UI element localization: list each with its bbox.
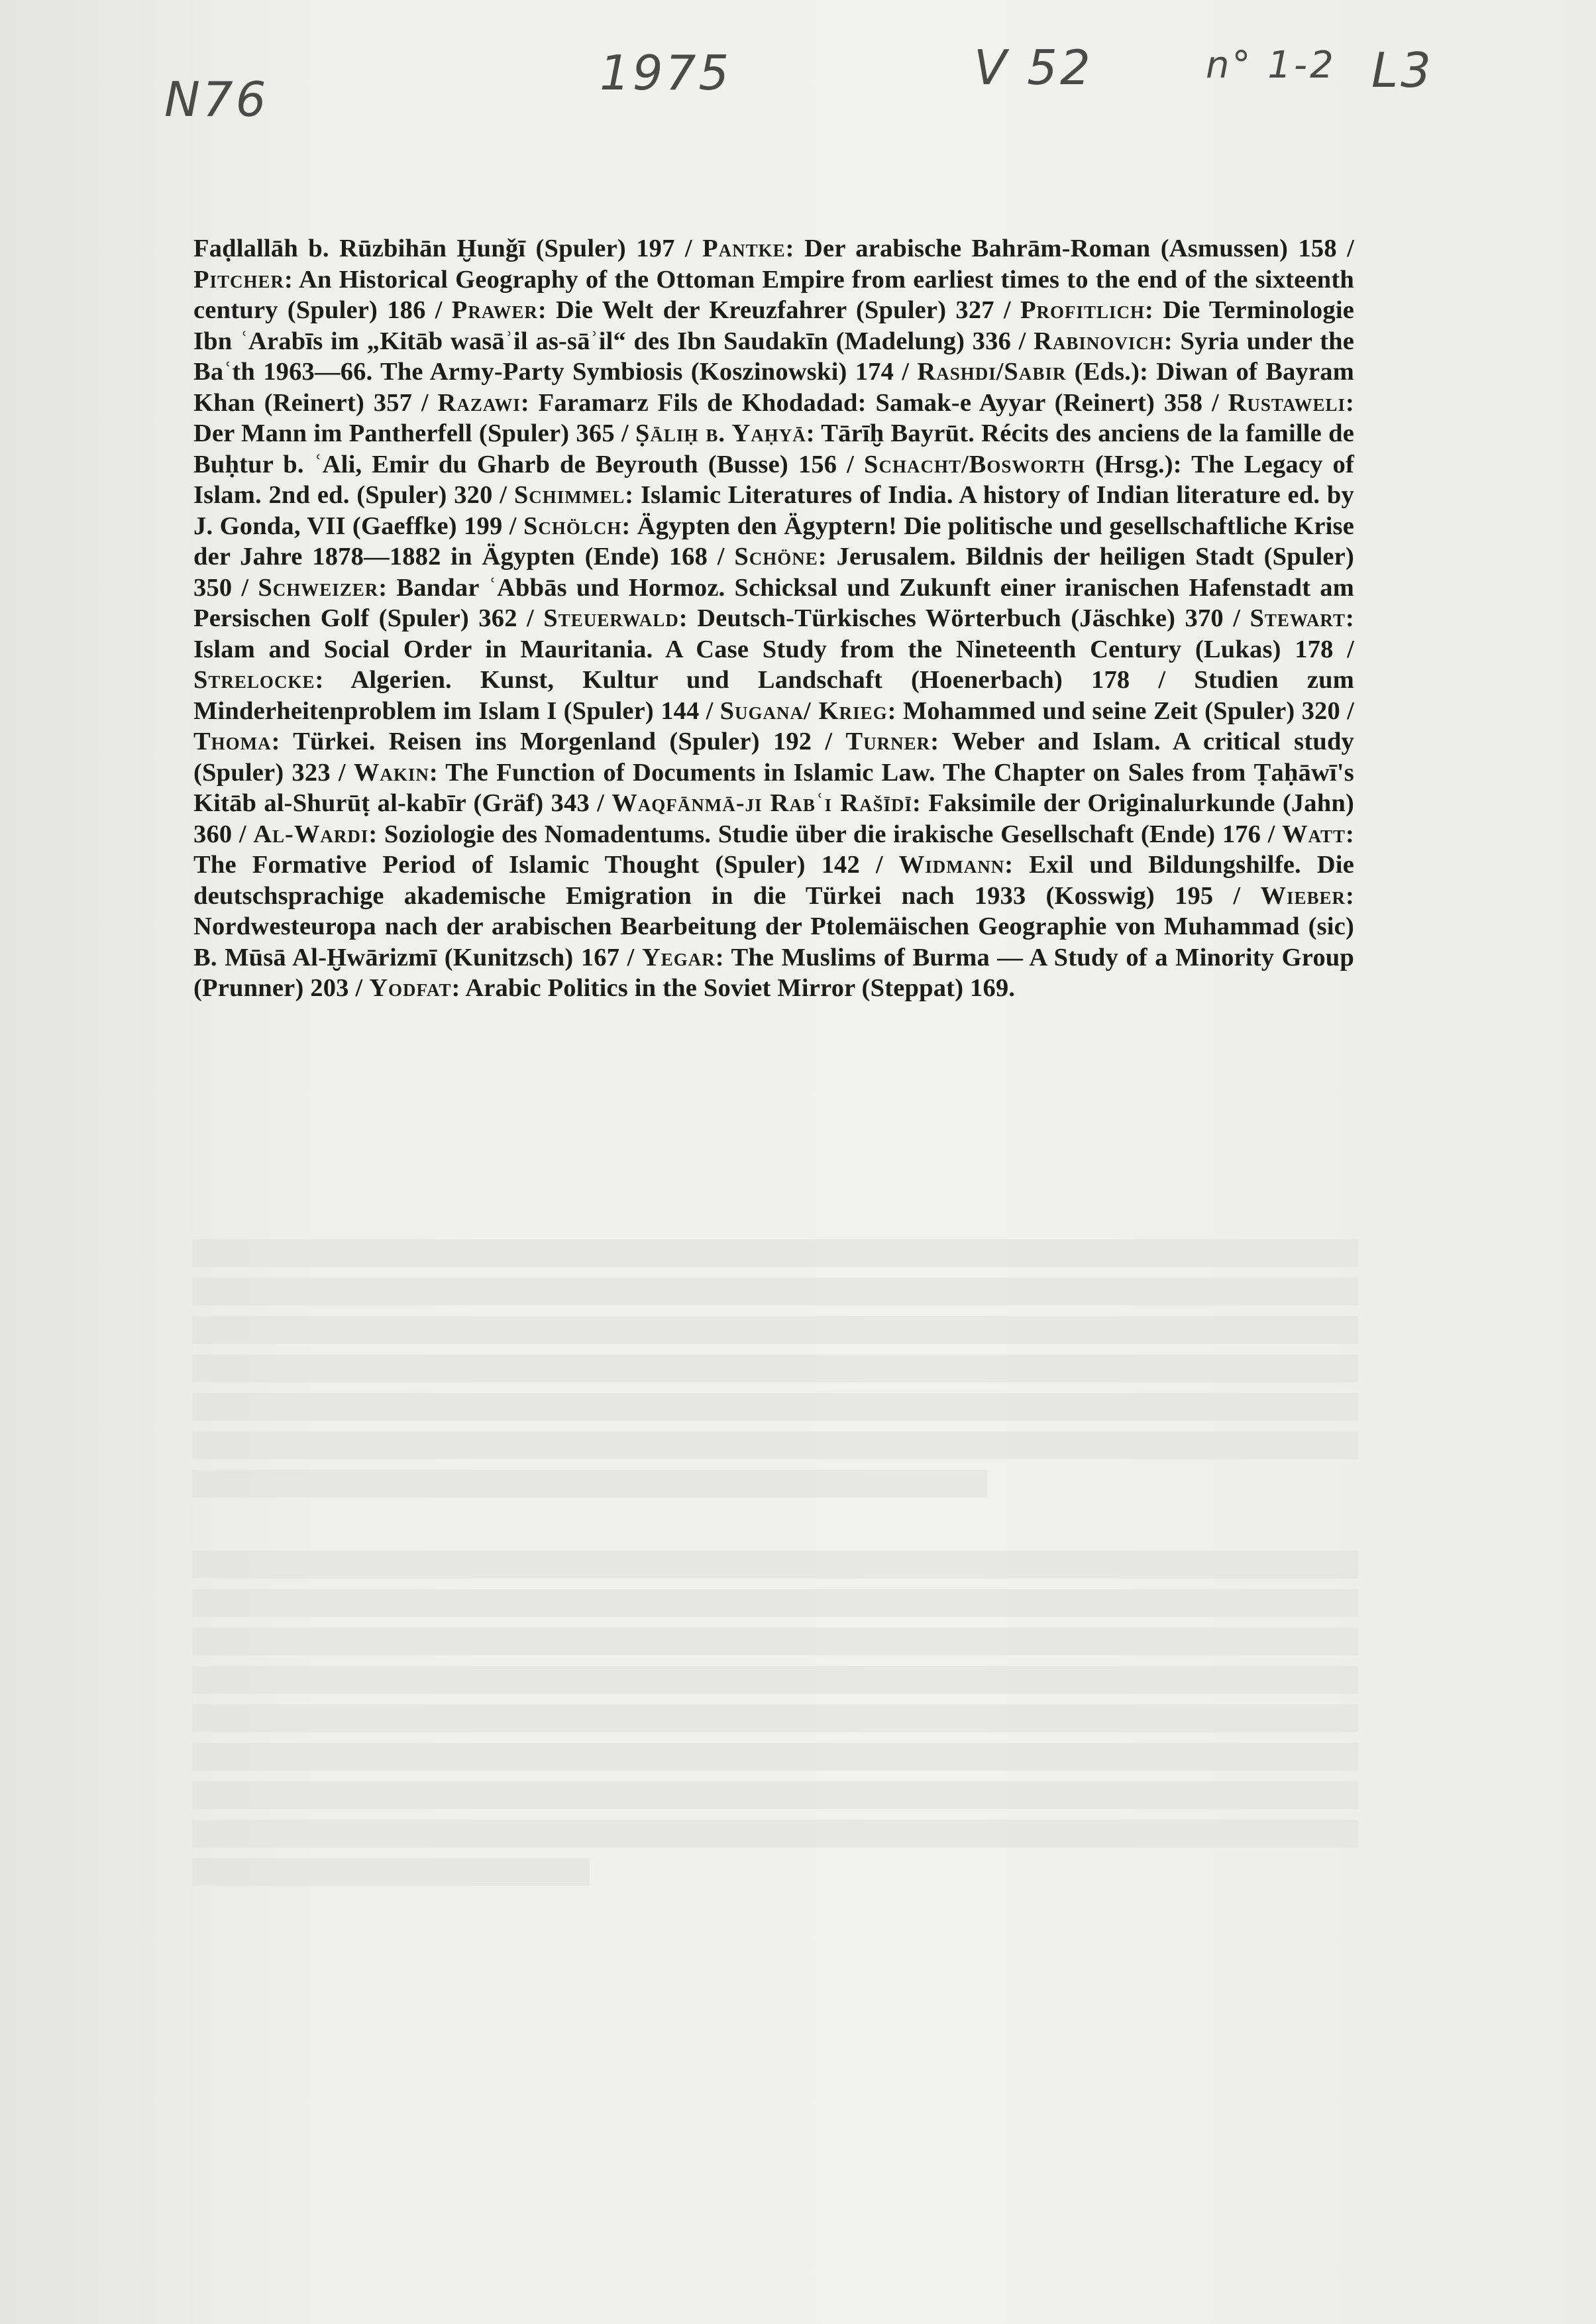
entry-text: Faḍlallāh b. Rūzbihān Ḫunǧī (Spuler) 197: [193, 235, 675, 262]
index-entry: Schöne: Jerusalem. Bildnis der heiligen Stadt (Spuler) 350: [193, 543, 1354, 602]
handwritten-mark: N76: [164, 72, 269, 127]
entry-text: Syria under the Baʿth 1963—66. The Army-Party Symbiosis (Koszinowski) 174: [193, 327, 1355, 386]
index-entries: Faḍlallāh b. Rūzbihān Ḫunǧī (Spuler) 197 / Pantke: Der arabische Bahrām-Roman (Asmussen) 158 / Pitcher: An Historical Geography of the Ottoman Empire from earliest times to the end of the sixteenth century (Spuler) 186 / Prawer: Die Welt der Kreuzfahrer (Spuler) 327 / Profitlich: Die Terminologie Ibn ʿArabīs im „Kitāb wasāʾil as-sāʾil“ des Ibn Saudakīn (Madelung) 336 / Rabinovich: Syria under the Baʿth 1963—66. The Army-Party Symbiosis (Koszinowski) 174 / Rashdi/Sabir (Eds.): Diwan of Bayram Khan (Reinert) 357 / Razawi: Faramarz Fils de Khodadad: Samak-e Ayyar (Reinert) 358 / Rustaweli: Der Mann im Pantherfell (Spuler) 365 / Ṣāliḥ b. Yaḥyā: Tārīḫ Bayrūt. Récits des anciens de la famille de Buḥtur b. ʿAli, Emir du Gharb de Beyrouth (Busse) 156 / Schacht/Bosworth (Hrsg.): The Legacy of Islam. 2nd ed. (Spuler) 320 / Schimmel: Islamic Literatures of India. A history of Indian literature ed. by J. Gonda, VII (Gaeffke) 199 / Schölch: Ägypten den Ägyptern! Die politische und gesellschaftliche Krise der Jahre 1878—1882 in Ägypten (Ende) 168 / Schöne: Jerusalem. Bildnis der heiligen Stadt (Spuler) 350 / Schweizer: Bandar ʿAbbās und Hormoz. Schicksal und Zukunft einer iranischen Hafenstadt am Persischen Golf (Spuler) 362 / Steuerwald: Deutsch-Türkisches Wörterbuch (Jäschke) 370 / Stewart: Islam and Social Order in Mauritania. A Case Study from the Nineteenth Century (Lukas) 178 / Strelocke: Algerien. Kunst, Kultur und Landschaft (Hoenerbach) 178 / Studien zum Minderheitenproblem im Islam I (Spuler) 144 / Sugana/ Krieg: Mohammed und seine Zeit (Spuler) 320 / Thoma: Türkei. Reisen ins Morgenland (Spuler) 192 / Turner: Weber and Islam. A critical study (Spuler) 323 / Wakin: The Function of Documents in Islamic Law. The Chapter on Sales from Ṭaḥāwī's Kitāb al-Shurūṭ al-kabīr (Gräf) 343 / Waqfānmā-ji Rabʿi Rašīdī: Faksimile der Originalurkunde (Jahn) 360 / Al-Wardi: Soziologie des Nomadentums. Studie über die irakische Gesellschaft (Ende) 176 / Watt: The Formative Period of Islamic Thought (Spuler) 142 / Widmann: Exil und Bildungshilfe. Die deutschsprachige akademische Emigration in die Türkei nach 1933 (Kosswig) 195 / Wieber: Nordwesteuropa nach der arabischen Bearbeitung der Ptolemäischen Geographie von Muhammad (sic) B. Mūsā Al-Ḫwārizmī (Kunitzsch) 167 / Yegar: The Muslims of Burma — A Study of a Minority Group (Prunner) 203 / Yodfat: Arabic Politics in the Soviet Mirror (Steppat) 169.: [193, 235, 1355, 1002]
entry-text: Weber and Islam. A critical study (Spuler) 323: [193, 728, 1355, 787]
entry-text: Arabic Politics in the Soviet Mirror (Steppat) 169.: [465, 974, 1016, 1002]
index-entry: Schölch: Ägypten den Ägyptern! Die politische und gesellschaftliche Krise der Jahre 1878—1882 in Ägypten (Ende) 168: [193, 512, 1355, 571]
entry-author: Schölch: [523, 512, 622, 540]
index-entry: Widmann: Exil und Bildungshilfe. Die deutschsprachige akademische Emigration in die Türkei nach 1933 (Kosswig) 195: [193, 851, 1354, 910]
entry-author: Schöne: [734, 543, 818, 571]
entry-text: Der arabische Bahrām-Roman (Asmussen) 158: [804, 235, 1337, 262]
entry-text: Studien zum Minderheitenproblem im Islam I (Spuler) 144: [193, 666, 1354, 725]
entry-text: Mohammed und seine Zeit (Spuler) 320: [902, 696, 1340, 725]
handwritten-mark: n° 1-2: [1206, 44, 1336, 87]
index-entry: Yegar: The Muslims of Burma — A Study of a Minority Group (Prunner) 203: [193, 943, 1355, 1002]
index-entry: Steuerwald: Deutsch-Türkisches Wörterbuch (Jäschke) 370: [543, 604, 1224, 632]
entry-text: Islam and Social Order in Mauritania. A Case Study from the Nineteenth Century (Lukas) 178: [193, 635, 1334, 663]
entry-author: Yegar: [641, 943, 716, 971]
entry-text: The Formative Period of Islamic Thought (Spuler) 142: [193, 851, 860, 879]
entry-author: Al-Wardi: [253, 820, 369, 848]
entry-author: Yodfat: [369, 974, 452, 1002]
entry-author: Schweizer: [258, 573, 379, 602]
entry-text: Die Terminologie Ibn ʿArabīs im „Kitāb wasāʾil as-sāʾil“ des Ibn Saudakīn (Madelung) 336: [193, 296, 1355, 355]
entry-text: Jerusalem. Bildnis der heiligen Stadt (Spuler) 350: [193, 543, 1354, 602]
entry-author: Rustaweli: [1228, 388, 1346, 417]
entry-text: An Historical Geography of the Ottoman Empire from earliest times to the end of the sixteenth century (Spuler) 186: [193, 265, 1354, 324]
entry-author: Watt: [1281, 820, 1346, 848]
index-entry: Wieber: Nordwesteuropa nach der arabischen Bearbeitung der Ptolemäischen Geographie von Muhammad (sic) B. Mūsā Al-Ḫwārizmī (Kunitzsch) 167: [193, 881, 1355, 971]
index-entry: Pantke: Der arabische Bahrām-Roman (Asmussen) 158: [702, 235, 1337, 262]
entry-text: Faksimile der Originalurkunde (Jahn) 360: [193, 789, 1354, 848]
entry-author: Rashdi/Sabir: [917, 358, 1067, 386]
entry-author: Schacht/Bosworth: [864, 450, 1085, 478]
index-entry: Strelocke: Algerien. Kunst, Kultur und Landschaft (Hoenerbach) 178: [193, 666, 1130, 694]
entry-text: Soziologie des Nomadentums. Studie über die irakische Gesellschaft (Ende) 176: [384, 820, 1261, 848]
entry-text: Algerien. Kunst, Kultur und Landschaft (Hoenerbach) 178: [350, 666, 1130, 694]
entry-author: Waqfānmā-ji Rabʿi Rašīdī: [612, 789, 912, 817]
entry-author: Ṣāliḥ b. Yaḥyā: [635, 419, 806, 447]
index-entry: Rabinovich: Syria under the Baʿth 1963—66. The Army-Party Symbiosis (Koszinowski) 174: [193, 327, 1355, 386]
index-entry: Prawer: Die Welt der Kreuzfahrer (Spuler) 327: [451, 296, 994, 324]
entry-author: Wakin: [353, 758, 429, 787]
entry-author: Schimmel: [513, 481, 625, 509]
entry-text: Islamic Literatures of India. A history of Indian literature ed. by J. Gonda, VII (Gaeffke) 199: [193, 481, 1354, 540]
index-entry: Watt: The Formative Period of Islamic Thought (Spuler) 142: [193, 820, 1355, 879]
entry-text: The Function of Documents in Islamic Law. The Chapter on Sales from Ṭaḥāwī's Kitāb al-Shurūṭ al-kabīr (Gräf) 343: [193, 758, 1354, 817]
entry-text: Tārīḫ Bayrūt. Récits des anciens de la famille de Buḥtur b. ʿAli, Emir du Gharb de Beyrouth (Busse) 156: [193, 419, 1354, 478]
entry-author: Pitcher: [193, 265, 285, 294]
index-entry: Wakin: The Function of Documents in Islamic Law. The Chapter on Sales from Ṭaḥāwī's Kitāb al-Shurūṭ al-kabīr (Gräf) 343: [193, 758, 1354, 817]
entry-text: Ägypten den Ägyptern! Die politische und gesellschaftliche Krise der Jahre 1878—1882 in Ägypten (Ende) 168: [193, 512, 1355, 571]
index-entry: Pitcher: An Historical Geography of the Ottoman Empire from earliest times to the end of the sixteenth century (Spuler) 186: [193, 265, 1354, 324]
entry-text: Deutsch-Türkisches Wörterbuch (Jäschke) 370: [697, 604, 1224, 632]
entry-author: Sugana/ Krieg: [719, 696, 888, 725]
entry-author: Steuerwald: [543, 604, 679, 632]
index-entry: Sugana/ Krieg: Mohammed und seine Zeit (Spuler) 320: [719, 696, 1340, 725]
index-entry: Stewart: Islam and Social Order in Mauritania. A Case Study from the Nineteenth Century (Lukas) 178: [193, 604, 1355, 663]
handwritten-marks: [0, 40, 1596, 127]
entry-author: Strelocke: [193, 666, 315, 694]
index-entry: Schweizer: Bandar ʿAbbās und Hormoz. Schicksal und Zukunft einer iranischen Hafenstadt am Persischen Golf (Spuler) 362: [193, 573, 1354, 632]
entry-text: The Muslims of Burma — A Study of a Minority Group (Prunner) 203: [193, 943, 1355, 1002]
entry-author: Pantke: [702, 235, 786, 262]
entry-author: Razawi: [437, 388, 521, 417]
index-entry: Ṣāliḥ b. Yaḥyā: Tārīḫ Bayrūt. Récits des anciens de la famille de Buḥtur b. ʿAli, Emir du Gharb de Beyrouth (Busse) 156: [193, 419, 1354, 478]
index-entry: Al-Wardi: Soziologie des Nomadentums. Studie über die irakische Gesellschaft (Ende) 176: [253, 820, 1261, 848]
entry-author: Prawer: [451, 296, 538, 324]
handwritten-mark: V 52: [974, 40, 1093, 95]
entry-author: Turner: [845, 728, 931, 755]
index-entry: Thoma: Türkei. Reisen ins Morgenland (Spuler) 192: [193, 728, 812, 755]
entry-text: (Hrsg.): The Legacy of Islam. 2nd ed. (Spuler) 320: [193, 450, 1355, 509]
entry-author: Profitlich: [1020, 296, 1145, 324]
entry-text: Faramarz Fils de Khodadad: Samak-e Ayyar (Reinert) 358: [538, 388, 1203, 417]
index-entry: Razawi: Faramarz Fils de Khodadad: Samak-e Ayyar (Reinert) 358: [437, 388, 1203, 417]
index-entry: Waqfānmā-ji Rabʿi Rašīdī: Faksimile der Originalurkunde (Jahn) 360: [193, 789, 1354, 848]
entry-text: Türkei. Reisen ins Morgenland (Spuler) 192: [293, 728, 812, 755]
entry-text: Der Mann im Pantherfell (Spuler) 365: [193, 419, 615, 447]
handwritten-mark: L3: [1371, 42, 1434, 98]
index-entry: Turner: Weber and Islam. A critical study (Spuler) 323: [193, 728, 1355, 787]
entry-text: Exil und Bildungshilfe. Die deutschsprachige akademische Emigration in die Türkei nach 1933 (Kosswig) 195: [193, 851, 1354, 910]
entry-author: Widmann: [898, 851, 1005, 879]
entry-text: Die Welt der Kreuzfahrer (Spuler) 327: [556, 296, 994, 324]
index-entry: Profitlich: Die Terminologie Ibn ʿArabīs im „Kitāb wasāʾil as-sāʾil“ des Ibn Saudakīn (Madelung) 336: [193, 296, 1355, 355]
index-entry: Rustaweli: Der Mann im Pantherfell (Spuler) 365: [193, 388, 1354, 447]
index-entry: Schimmel: Islamic Literatures of India. A history of Indian literature ed. by J. Gonda, VII (Gaeffke) 199: [193, 481, 1354, 540]
entry-text: Nordwesteuropa nach der arabischen Bearbeitung der Ptolemäischen Geographie von Muhammad (sic) B. Mūsā Al-Ḫwārizmī (Kunitzsch) 167: [193, 913, 1354, 971]
entry-author: Rabinovich: [1034, 327, 1164, 355]
entry-text: Bandar ʿAbbās und Hormoz. Schicksal und Zukunft einer iranischen Hafenstadt am Persischen Golf (Spuler) 362: [193, 573, 1354, 632]
index-entry: Yodfat: Arabic Politics in the Soviet Mirror (Steppat) 169.: [369, 974, 1016, 1002]
entry-author: Stewart: [1250, 604, 1346, 632]
handwritten-mark: 1975: [600, 45, 732, 101]
entry-author: Wieber: [1260, 881, 1346, 910]
entry-author: Thoma: [193, 728, 272, 755]
entry-text: (Eds.): Diwan of Bayram Khan (Reinert) 357: [193, 358, 1355, 417]
index-entry: [193, 235, 675, 262]
